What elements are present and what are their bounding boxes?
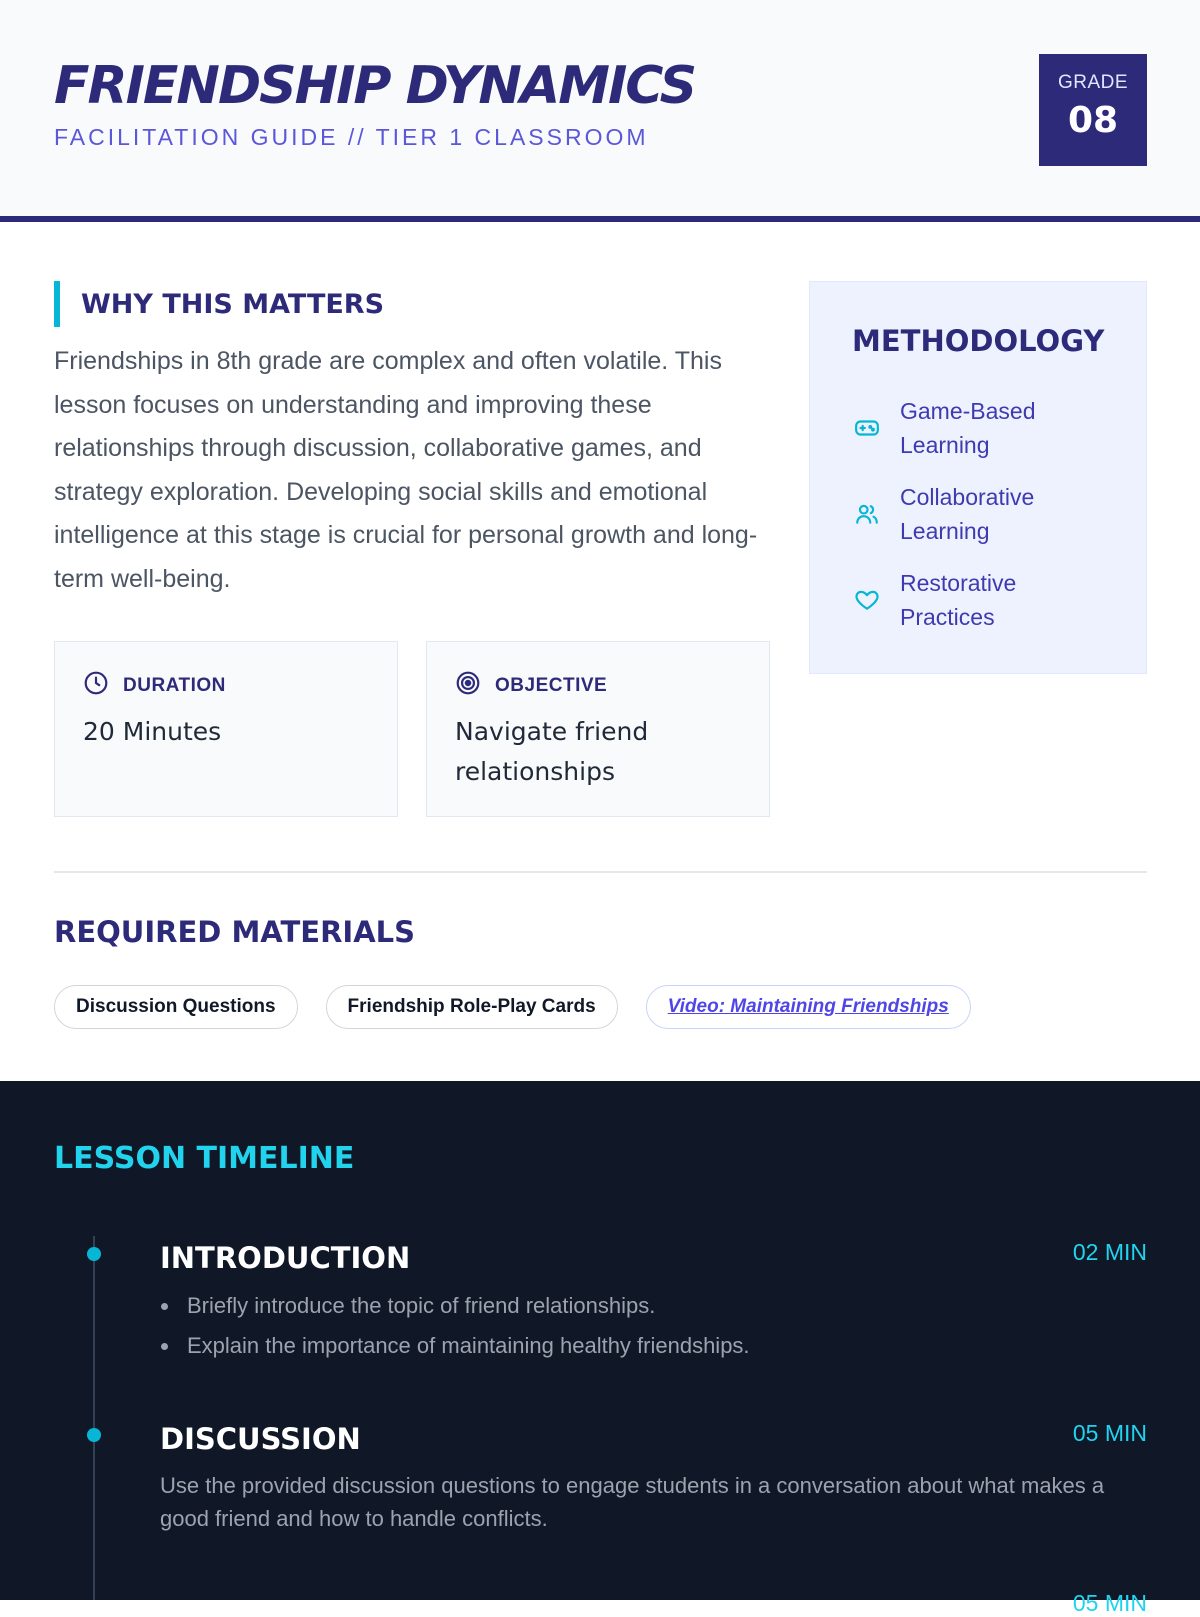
heart-icon: [852, 585, 882, 615]
grade-label: GRADE: [1057, 72, 1129, 93]
timeline-step-duration: 05 MIN: [1072, 1590, 1147, 1616]
timeline-dot: [87, 1247, 101, 1261]
duration-label: DURATION: [123, 675, 226, 696]
material-video-link[interactable]: Video: Maintaining Friendships: [646, 985, 971, 1029]
grade-value: 08: [1067, 100, 1119, 141]
methodology-item-label: Restorative Practices: [900, 570, 1017, 630]
methodology-item: [852, 566, 1080, 634]
methodology-item-label: Game-Based Learning: [900, 398, 1036, 458]
timeline-step-text: Use the provided discussion questions to engage students in a conversation about what makes a good friend and how to handle conflicts.: [160, 1473, 1105, 1531]
clock-icon: [83, 670, 109, 702]
timeline-bullet: Briefly introduce the topic of friend relationships.: [160, 1286, 750, 1326]
timeline-step-title: DISCUSSION: [160, 1422, 361, 1456]
objective-card: [426, 641, 770, 817]
duration-label-row: [83, 670, 226, 702]
users-icon: [852, 499, 882, 529]
target-icon: [455, 670, 481, 702]
gamepad-icon: [852, 413, 882, 443]
timeline-line: [93, 1236, 95, 1600]
methodology-item: [852, 394, 1080, 462]
methodology-title: METHODOLOGY: [852, 324, 1105, 358]
duration-card: [54, 641, 398, 817]
material-chip: Friendship Role-Play Cards: [326, 985, 618, 1029]
methodology-panel: [809, 281, 1147, 674]
why-body: Friendships in 8th grade are complex and often volatile. This lesson focuses on understanding and improving these relationships through discussion, collaborative games, and strategy exploration. Developing social skills and emotional intelligence at this stage is crucial for personal growth and long-term well-being.: [54, 347, 758, 593]
grade-badge: [1039, 54, 1147, 166]
methodology-item-label: Collaborative Learning: [900, 484, 1035, 544]
section-divider: [54, 871, 1147, 873]
timeline-step-title: INTRODUCTION: [160, 1241, 411, 1275]
timeline-step-duration: 05 MIN: [1072, 1420, 1147, 1446]
methodology-item: [852, 480, 1080, 548]
objective-label-row: [455, 670, 607, 702]
duration-value: 20 Minutes: [83, 717, 222, 746]
material-chip: Discussion Questions: [54, 985, 298, 1029]
materials-list: [54, 985, 971, 1029]
timeline-bullet: Explain the importance of maintaining healthy friendships.: [160, 1326, 750, 1366]
timeline-heading: LESSON TIMELINE: [54, 1141, 355, 1176]
objective-value: Navigate friend relationships: [455, 717, 649, 786]
materials-heading: REQUIRED MATERIALS: [54, 915, 416, 949]
page-header: [0, 0, 1200, 222]
page-title: FRIENDSHIP DYNAMICS: [54, 56, 696, 116]
timeline-step-duration: 02 MIN: [1072, 1239, 1147, 1265]
objective-label: OBJECTIVE: [495, 675, 608, 696]
why-heading: WHY THIS MATTERS: [54, 281, 384, 327]
page-subtitle: FACILITATION GUIDE // TIER 1 CLASSROOM: [54, 124, 649, 150]
timeline-step-bullets: [160, 1286, 750, 1366]
lesson-timeline: [0, 1081, 1200, 1616]
timeline-dot: [87, 1428, 101, 1442]
